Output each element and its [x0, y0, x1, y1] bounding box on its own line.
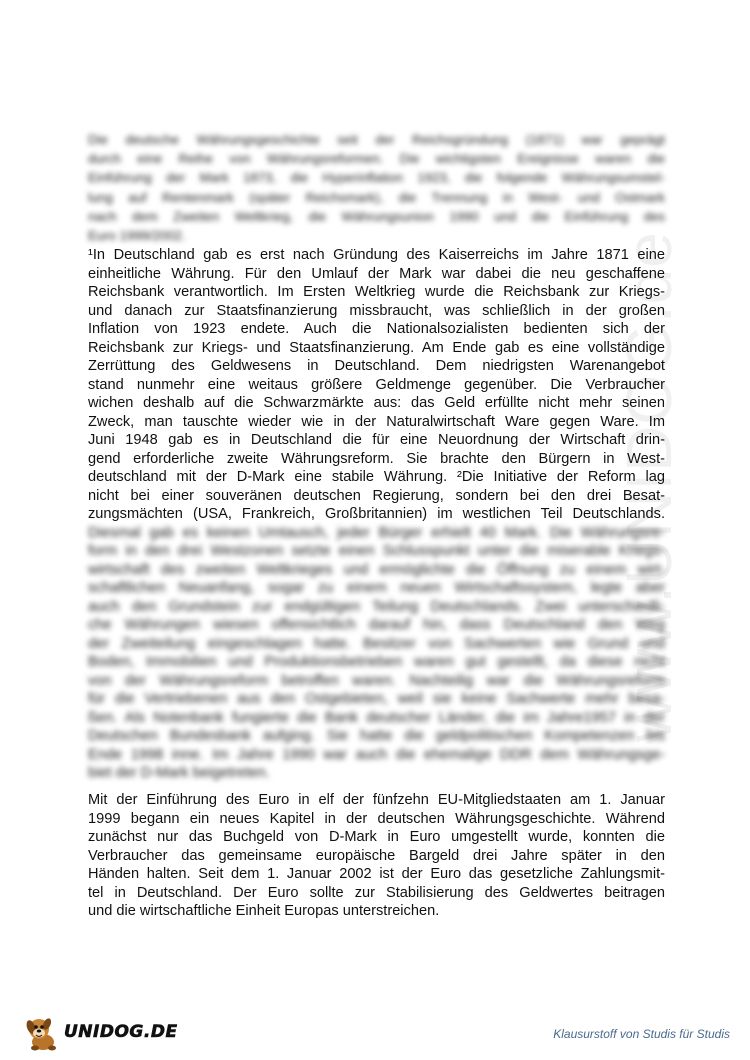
- closing-line: Händen halten. Seit dem 1. Januar 2002 ist der Euro das gesetzliche Zahlungsmit-: [88, 866, 665, 882]
- body-line: für die Vertriebenen aus den Ostgebieten, weil sie keine Sachwerte mehr besa-: [88, 691, 665, 707]
- body-line: wirtschaft des zweiten Weltkrieges und ermöglichte die Öffnung zu einem wirt-: [88, 561, 665, 578]
- watermark: www.UNIDOG.de: [613, 231, 685, 742]
- body-line: einheitliche Währung. Für den Umlauf der Mark war dabei die neu geschaffene: [88, 265, 665, 282]
- dog-mascot-icon: [22, 1012, 62, 1052]
- body-line: Juni 1948 gab es in Deutschland die für eine Neuordnung der Wirtschaft drin-: [88, 432, 665, 448]
- body-line: stand nunmehr eine weitaus größere Geldmenge gegenüber. Die Verbraucher: [88, 376, 665, 393]
- intro-line: lung auf Rentenmark (später Reichsmark), die Trennung in West- und Ostmark: [88, 189, 665, 205]
- body-line: Deutschen Bundesbank aufging. Sie hatte die geldpolitischen Kompetenzen bis: [88, 728, 665, 744]
- body-line: von der Währungsreform betroffen waren. Nachteilig war die Währungsreform: [88, 672, 665, 689]
- closing-line: zunächst nur das Buchgeld von D-Mark in Euro umgestellt wurde, konnten die: [88, 829, 665, 845]
- body-line: nicht bei einer souveränen deutschen Regierung, sondern bei den drei Besat-: [88, 487, 665, 504]
- body-line: che Währungen wiesen offensichtlich darauf hin, dass Deutschland den Weg: [88, 617, 665, 633]
- body-line: zungsmächten (USA, Frankreich, Großbritannien) im westlichen Teil Deutschlands.: [88, 506, 665, 522]
- intro-line: durch eine Reihe von Währungsreformen. Die wichtigsten Ereignisse waren die: [88, 151, 665, 167]
- body-line: Reichsbank verantwortlich. Im Ersten Weltkrieg wurde die Reichsbank zur Kriegs-: [88, 284, 665, 300]
- body-line: Boden, Immobilien und Produktionsbetrieben waren gut gestellt, da diese nicht: [88, 654, 665, 670]
- intro-paragraph: [88, 130, 665, 245]
- body-line: deutschland mit der D-Mark eine stabile Währung. ²Die Initiative der Reform lag: [88, 469, 665, 485]
- body-line: und danach zur Staatsfinanzierung missbraucht, was schließlich in der großen: [88, 302, 665, 319]
- body-line: Reichsbank zur Kriegs- und Staatsfinanzierung. Am Ende gab es eine vollständige: [88, 339, 665, 356]
- intro-line: Die deutsche Währungsgeschichte seit der Reichsgründung (1871) war geprägt: [88, 132, 665, 147]
- logo-text: UNIDOG.DE: [64, 1022, 178, 1042]
- intro-line: Euro 1999/2002.: [88, 228, 186, 244]
- footer-tagline: Klausurstoff von Studis für Studis: [553, 1027, 730, 1041]
- closing-line: und die wirtschaftliche Einheit Europas unterstreichen.: [88, 903, 440, 919]
- body-line: form in den drei Westzonen setzte einen Schlusspunkt unter die miserable Kriegs-: [88, 543, 665, 559]
- intro-line: Einführung der Mark 1873, die Hyperinflation 1923, die folgende Währungsumstel-: [88, 170, 665, 186]
- closing-line: Verbraucher das gemeinsame europäische Bargeld drei Jahre später in den: [88, 847, 665, 864]
- body-line: gend erforderliche zweite Währungsreform. Sie brachte den Bürgern in West-: [88, 450, 665, 467]
- body-line: Diesmal gab es keinen Umtausch, jeder Bürger erhielt 40 Mark. Die Währungsre-: [88, 524, 665, 541]
- body-line: wichen deshalb auf die Schwarzmärkte aus: das Geld erfüllte nicht mehr seinen: [88, 395, 665, 411]
- body-line: schaftlichen Neuanfang, sogar zu einem neuen Wirtschaftssystem, legte aber: [88, 580, 665, 596]
- closing-line: tel in Deutschland. Der Euro sollte zur Stabilisierung des Geldwertes beitragen: [88, 884, 665, 901]
- unidog-logo[interactable]: [22, 1012, 178, 1052]
- closing-line: 1999 begann ein neues Kapitel in der deutschen Währungsgeschichte. Während: [88, 810, 665, 827]
- body-line: biet der D-Mark beigetreten.: [88, 765, 270, 781]
- body-line: Inflation von 1923 endete. Auch die Nationalsozialisten bedienten sich der: [88, 321, 665, 337]
- body-line: ßen. Als Notenbank fungierte die Bank deutscher Länder, die im Jahre1957 in der: [88, 709, 665, 726]
- body-line: auch den Grundstein zur endgültigen Teilung Deutschlands. Zwei unterschiedli-: [88, 598, 665, 615]
- closing-line: Mit der Einführung des Euro in elf der fünfzehn EU-Mitgliedstaaten am 1. Januar: [88, 792, 665, 808]
- body-paragraph: [88, 246, 665, 783]
- intro-line: nach dem Zweiten Weltkrieg, die Währungsunion 1990 und die Einführung des: [88, 208, 665, 224]
- body-line: Ende 1998 inne. Im Jahre 1990 war auch die ehemalige DDR dem Währungsge-: [88, 746, 665, 763]
- body-line: Zweck, man tauschte wieder wie in der Naturalwirtschaft Ware gegen Ware. Im: [88, 413, 665, 430]
- body-line: ¹In Deutschland gab es erst nach Gründung des Kaiserreichs im Jahre 1871 eine: [88, 247, 665, 263]
- body-line: Zerrüttung des Geldwesens in Deutschland. Dem niedrigsten Warenangebot: [88, 358, 665, 374]
- body-line: der Zweiteilung eingeschlagen hatte. Besitzer von Sachwerten wie Grund und: [88, 635, 665, 652]
- closing-paragraph: [88, 791, 665, 921]
